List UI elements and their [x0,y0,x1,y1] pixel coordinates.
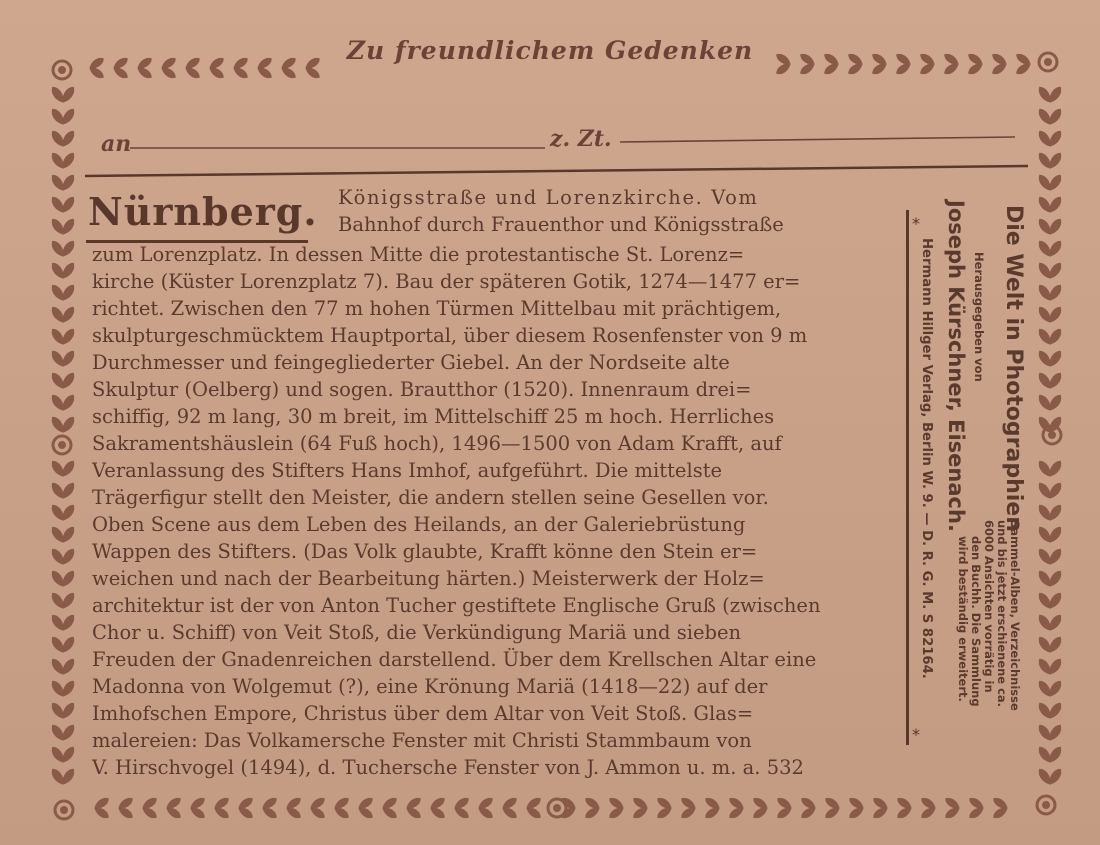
address-to-label: an [101,131,132,157]
article-line: Wappen des Stifters. (Das Volk glaubte, Krafft könne den Stein er= [92,540,758,563]
series-title: Die Welt in Photographien [1001,205,1026,532]
editor-name: Joseph Kürschner, Eisenach. [944,200,968,532]
rosette-center [59,442,66,449]
publisher-line: Hermann Hillger Verlag, Berlin W. 9. — D. R. G. M. S 82164. [919,238,934,679]
article-line: schiffig, 92 m lang, 30 m breit, im Mittelschiff 25 m hoch. Herrliches [92,405,775,428]
rosette-center [1049,432,1056,439]
sidebar-note-line: Sammel-Alben, Verzeichnisse [1008,520,1022,711]
article-line: Chor u. Schiff) von Veit Stoß, die Verkündigung Mariä und sieben [92,621,742,644]
rosette-center [59,67,66,74]
article-line: weichen und nach der Bearbeitung härten.) Meisterwerk der Holz= [92,567,765,590]
article-line: Imhofschen Empore, Christus über dem Altar von Veit Stoß. Glas= [92,702,754,725]
article-line: Sakramentshäuslein (64 Fuß hoch), 1496—1500 von Adam Krafft, auf [92,432,782,455]
article-line: Veranlassung des Stifters Hans Imhof, aufgeführt. Die mittelste [92,459,723,482]
article-line: Trägerfigur stellt den Meister, die andern stellen seine Gesellen vor. [92,486,769,509]
editor-prefix: Herausgegeben von [972,252,986,382]
article-line: skulpturgeschmücktem Hauptportal, über diesem Rosenfenster von 9 m [92,324,808,347]
article-line: V. Hirschvogel (1494), d. Tuchersche Fenster von J. Ammon u. m. a. 532 [92,756,804,779]
sidebar-note-line: 6000 Ansichten vorrätig in [982,520,996,693]
sidebar-rule [906,210,909,745]
article-line: Durchmesser und feingegliederter Giebel. An der Nordseite alte [92,351,730,374]
article-line: Bahnhof durch Frauenthor und Königsstraße [338,213,784,236]
article-line: architektur ist der von Anton Tucher gestiftete Englische Gruß (zwischen [92,594,821,617]
sidebar-star-top: * [912,214,920,233]
sidebar-note-line: den Buchh. Die Sammlung [969,536,983,707]
rosette-center [554,805,561,812]
sidebar-star-bottom: * [912,725,920,744]
article-line: Skulptur (Oelberg) und sogen. Brautthor (1520). Innenraum drei= [92,378,752,401]
article-line: malereien: Das Volkamersche Fenster mit Christi Stammbaum von [92,729,752,752]
article-line: richtet. Zwischen den 77 m hohen Türmen Mittelbau mit prächtigem, [92,297,782,320]
greeting-heading: Zu freundlichem Gedenken [346,36,754,65]
city-title: Nürnberg. [88,189,318,234]
rosette-center [1043,802,1050,809]
article-line: Oben Scene aus dem Leben des Heilands, an der Galeriebrüstung [92,513,746,536]
article-line: zum Lorenzplatz. In dessen Mitte die protestantische St. Lorenz= [92,243,745,266]
sidebar-note-line: und bis jetzt erschienene ca. [995,520,1009,708]
address-date-label: z. Zt. [550,126,612,152]
article-line: Königsstraße und Lorenzkirche. Vom [338,186,759,209]
rosette-center [61,807,68,814]
article-line: Freuden der Gnadenreichen darstellend. Über dem Krellschen Altar eine [92,648,817,671]
article-line: Madonna von Wolgemut (?), eine Krönung Mariä (1418—22) auf der [92,675,768,698]
sidebar-note-line: wird beständig erweitert. [956,536,970,702]
article-line: kirche (Küster Lorenzplatz 7). Bau der späteren Gotik, 1274—1477 er= [92,270,801,293]
